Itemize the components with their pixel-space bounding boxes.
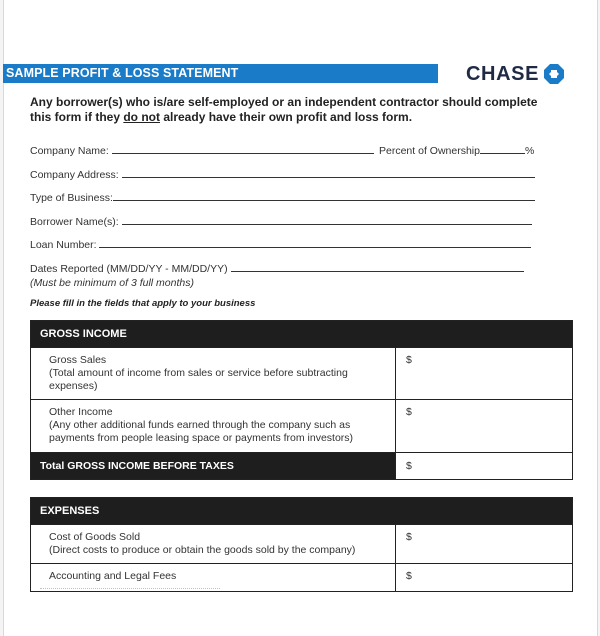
cogs-amount[interactable]: $ [396,525,573,564]
gross-sales-amount[interactable]: $ [396,348,573,400]
expenses-table [30,497,573,592]
cogs-cell [31,525,396,564]
dates-reported-line[interactable] [231,262,524,272]
intro-part-1: Any borrower(s) who is/are self-employed or an independent contractor should complete this form if they [30,95,538,124]
gross-income-total-label: Total GROSS INCOME BEFORE TAXES [31,453,396,480]
ownership-line[interactable] [480,144,525,154]
table-row [31,525,573,564]
table-row [31,348,573,400]
gross-income-header-row [31,321,573,348]
business-type-field[interactable] [30,191,535,204]
expenses-header-row [31,498,573,525]
accounting-label: Accounting and Legal Fees [49,570,177,582]
gross-income-header: GROSS INCOME [31,321,573,348]
logo-text: CHASE [466,62,540,85]
company-name-label: Company Name: [30,145,109,157]
dates-note: (Must be minimum of 3 full months) [30,277,194,289]
company-name-field[interactable] [30,144,374,157]
company-address-label: Company Address: [30,169,119,181]
other-income-label: Other Income [49,406,113,418]
company-name-line[interactable] [112,144,374,154]
company-address-line[interactable] [122,168,535,178]
accounting-amount[interactable]: $ [396,564,573,592]
intro-text [30,95,550,125]
expenses-header: EXPENSES [31,498,573,525]
ownership-unit: % [524,145,535,157]
company-address-field[interactable] [30,168,535,181]
loan-number-label: Loan Number: [30,239,97,251]
dates-reported-label: Dates Reported (MM/DD/YY - MM/DD/YY) [30,263,228,275]
gross-sales-cell [31,348,396,400]
cogs-detail: (Direct costs to produce or obtain the goods sold by the company) [49,544,356,556]
business-type-label: Type of Business: [30,192,113,204]
table-row [31,400,573,453]
ownership-label: Percent of Ownership [379,145,480,157]
document-title: SAMPLE PROFIT & LOSS STATEMENT [3,64,438,83]
intro-emphasis: do not [123,110,160,124]
borrowers-line[interactable] [122,215,532,225]
gross-income-total-row [31,453,573,480]
other-income-detail: (Any other additional funds earned through the company such as payments from people leasing space or payments from investors) [49,419,354,444]
chase-octagon-icon [543,63,565,85]
gross-sales-label: Gross Sales [49,354,107,366]
intro-part-2: already have their own profit and loss form. [160,110,413,124]
gross-income-table [30,320,573,480]
page-cut-line [40,588,220,593]
loan-number-line[interactable] [99,238,531,248]
ownership-field[interactable] [379,144,534,157]
other-income-cell [31,400,396,453]
loan-number-field[interactable] [30,238,531,251]
chase-logo [466,62,565,86]
cogs-label: Cost of Goods Sold [49,531,141,543]
business-type-line[interactable] [113,191,535,201]
dates-reported-field[interactable] [30,262,524,275]
gross-income-total-amount[interactable]: $ [396,453,573,480]
borrowers-field[interactable] [30,215,532,228]
other-income-amount[interactable]: $ [396,400,573,453]
fill-instructions: Please fill in the fields that apply to your business [30,298,256,309]
borrowers-label: Borrower Name(s): [30,216,119,228]
gross-sales-detail: (Total amount of income from sales or service before subtracting expenses) [49,367,348,392]
